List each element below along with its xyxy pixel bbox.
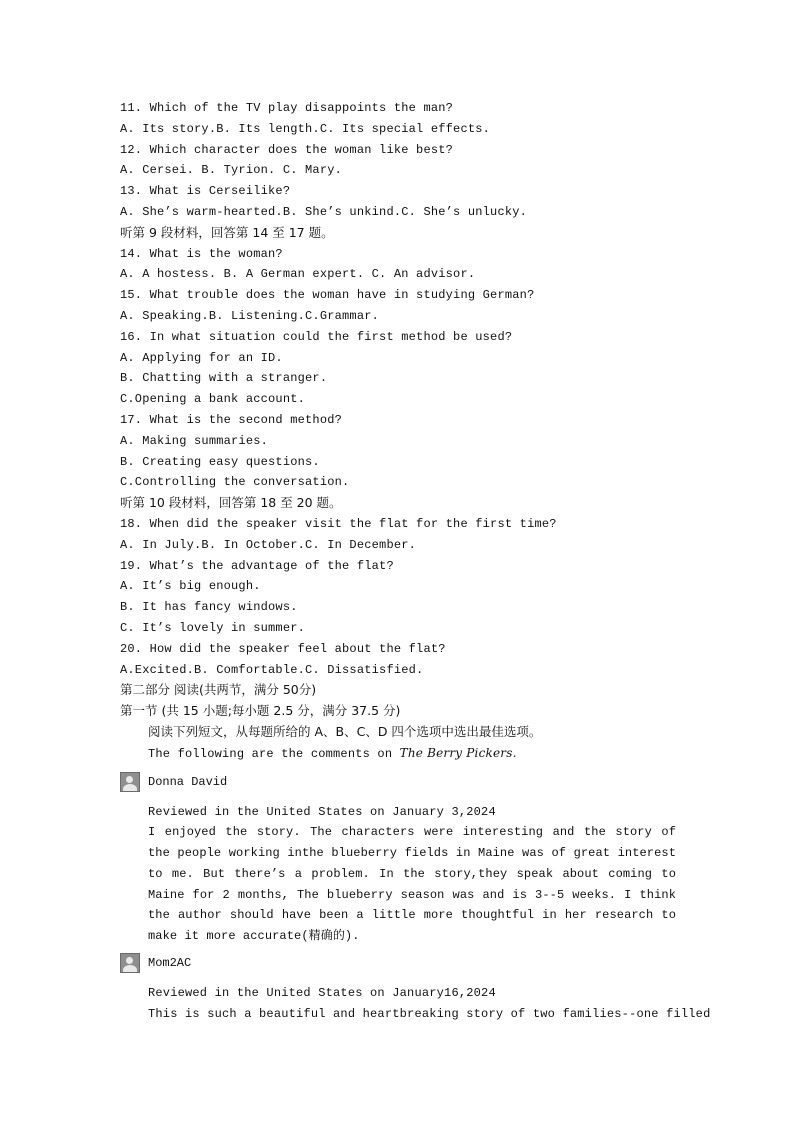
review-body — [120, 822, 676, 947]
option-17b: B. Creating easy questions. — [120, 454, 320, 469]
text-column — [120, 98, 711, 1025]
user-avatar-icon — [120, 953, 140, 973]
section-instruction-10: 听第 10 段材料，回答第 18 至 20 题。 — [120, 495, 342, 511]
review-meta: Reviewed in the United States on January 3,2024 — [148, 804, 496, 819]
question-18: 18. When did the speaker visit the flat for the first time? — [120, 516, 557, 531]
question-12: 12. Which character does the woman like best? — [120, 142, 454, 157]
option-17c: C.Controlling the conversation. — [120, 475, 350, 490]
options-20: A.Excited.B. Comfortable.C. Dissatisfied. — [120, 662, 424, 677]
options-18: A. In July.B. In October.C. In December. — [120, 537, 417, 552]
question-20: 20. How did the speaker feel about the flat? — [120, 641, 446, 656]
question-15: 15. What trouble does the woman have in studying German? — [120, 288, 535, 303]
reviewer-name: Mom2AC — [148, 956, 192, 971]
reviewer-name: Donna David — [148, 774, 228, 789]
question-17: 17. What is the second method? — [120, 412, 343, 427]
section-instruction-9: 听第 9 段材料，回答第 14 至 17 题。 — [120, 224, 334, 240]
option-19b: B. It has fancy windows. — [120, 600, 298, 615]
question-14: 14. What is the woman? — [120, 246, 283, 261]
reading-instruction: 阅读下列短文，从每题所给的 A、B、C、D 四个选项中选出最佳选项。 — [148, 723, 542, 739]
option-17a: A. Making summaries. — [120, 433, 269, 448]
intro-line — [120, 743, 680, 764]
question-16: 16. In what situation could the first method be used? — [120, 329, 513, 344]
intro-prefix: The following are the comments on — [148, 746, 400, 761]
options-15: A. Speaking.B. Listening.C.Grammar. — [120, 308, 380, 323]
options-14: A. A hostess. B. A German expert. C. An advisor. — [120, 267, 476, 282]
review-body-text: I enjoyed the story. The characters were interesting and the story of the people working inthe blueberry fields in Maine was of great interest to me. But there’s a problem. In the story,they speak about coming to Maine for 2 months, The blueberry season was and is 3--5 weeks. I think the author should have been a little more thoughtful in her research to make it more accurate(精确的). — [148, 825, 676, 944]
question-19: 19. What’s the advantage of the flat? — [120, 558, 394, 573]
review-body-text: This is such a beautiful and heartbreaking story of two families--one filled — [148, 1006, 711, 1021]
option-16a: A. Applying for an ID. — [120, 350, 283, 365]
question-13: 13. What is Cerseilike? — [120, 184, 291, 199]
options-11: A. Its story.B. Its length.C. Its special effects. — [120, 121, 491, 136]
reviewer-header — [120, 766, 680, 798]
options-13: A. She’s warm-hearted.B. She’s unkind.C. She’s unlucky. — [120, 204, 528, 219]
user-avatar-icon — [120, 772, 140, 792]
option-16c: C.Opening a bank account. — [120, 392, 306, 407]
part-two-heading: 第二部分 阅读(共两节，满分 50分) — [120, 682, 317, 698]
review-meta: Reviewed in the United States on January16,2024 — [148, 986, 496, 1001]
question-11: 11. Which of the TV play disappoints the man? — [120, 101, 454, 115]
book-title: The Berry Pickers. — [399, 745, 517, 760]
reviewer-header — [120, 947, 680, 979]
option-16b: B. Chatting with a stranger. — [120, 371, 328, 386]
option-19a: A. It’s big enough. — [120, 579, 261, 594]
section-one-heading: 第一节 (共 15 小题;每小题 2.5 分，满分 37.5 分) — [120, 703, 401, 719]
option-19c: C. It’s lovely in summer. — [120, 620, 306, 635]
options-12: A. Cersei. B. Tyrion. C. Mary. — [120, 163, 343, 178]
